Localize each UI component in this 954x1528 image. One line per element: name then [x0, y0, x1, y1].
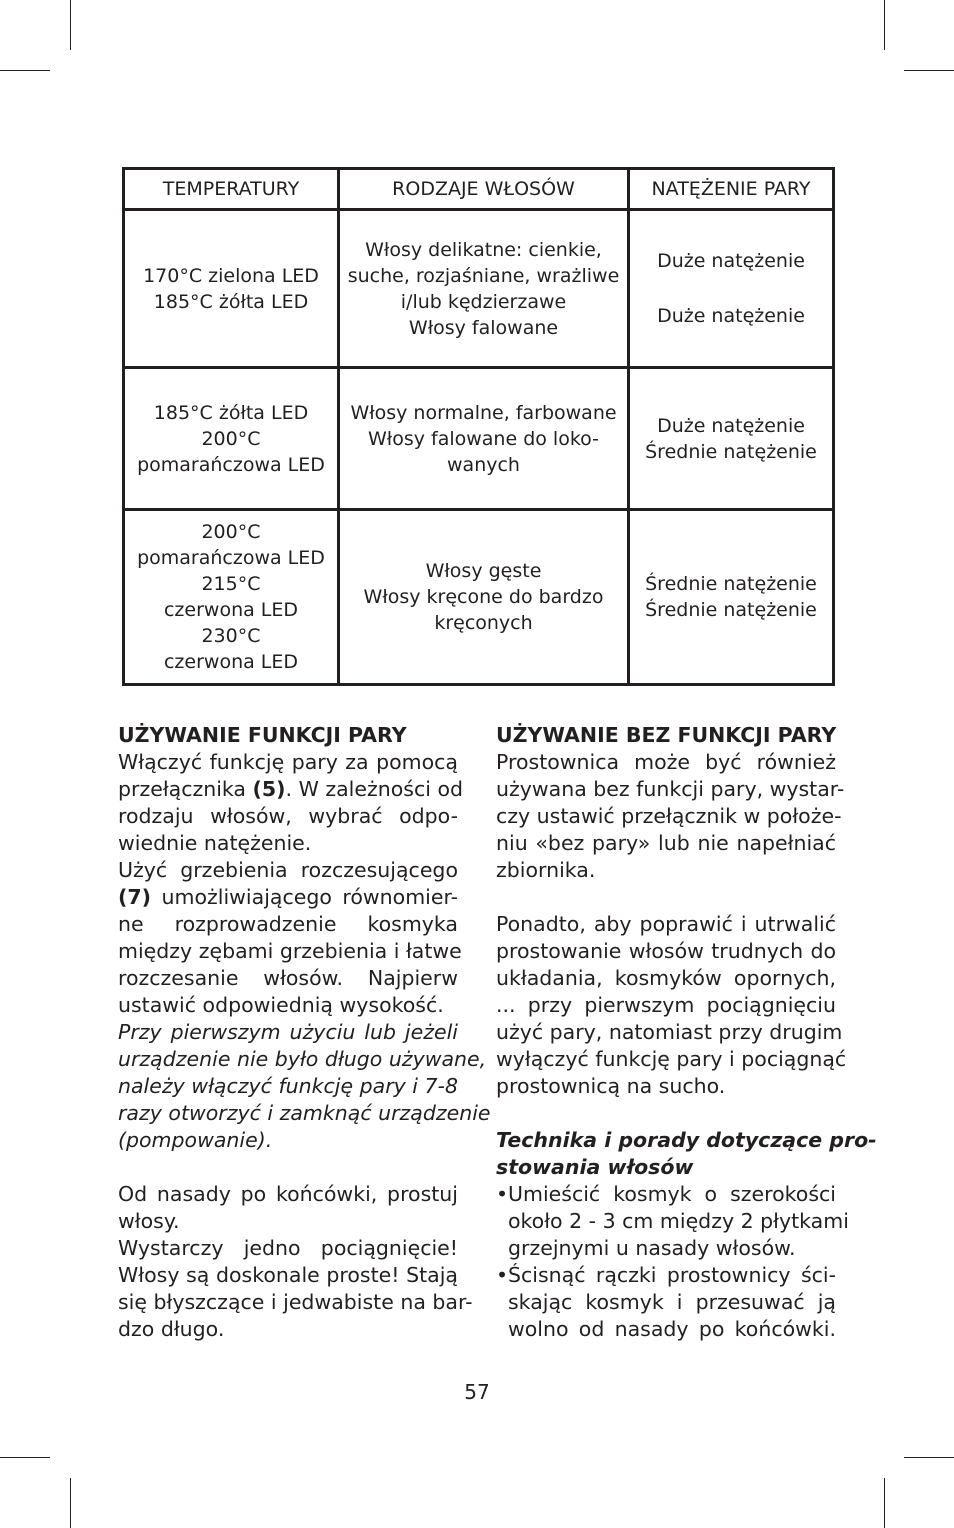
crop-mark — [884, 0, 885, 50]
crop-mark — [70, 0, 71, 50]
cell-line: czerwona LED — [163, 599, 299, 621]
text-line: około 2 - 3 cm między 2 płytkami — [508, 1209, 849, 1233]
text-line: Użyć grzebienia rozczesującego — [118, 858, 458, 882]
table-row — [124, 368, 834, 510]
cell-line: 170°C zielona LED — [143, 264, 319, 287]
text-line: używana bez funkcji pary, wystar- — [496, 777, 845, 801]
text-segment: umożliwiającego równomier- — [151, 885, 458, 909]
cell-line: i/lub kędzierzawe — [400, 290, 567, 313]
subheading-line: stowania włosów — [496, 1155, 694, 1179]
hair-types-cell — [339, 368, 629, 510]
cell-line: Średnie natężenie — [645, 440, 817, 463]
text-line: ustawić odpowiednią wysokość. — [118, 993, 444, 1017]
cell-line: pomarańczowa LED — [137, 453, 325, 476]
text-line: skając kosmyk i przesuwać ją — [508, 1290, 836, 1314]
cell-line: 215°C — [201, 573, 261, 595]
italic-note-line: Przy pierwszym użyciu lub jeżeli — [118, 1020, 458, 1044]
text-line: rodzaju włosów, wybrać odpo- — [118, 804, 458, 828]
text-line: wiednie natężenie. — [118, 831, 312, 855]
text-line: prostownicą na sucho. — [496, 1074, 726, 1098]
text-line: użyć pary, natomiast przy drugim — [496, 1020, 843, 1044]
cell-line: 200°C — [201, 427, 261, 450]
cell-line: suche, rozjaśniane, wrażliwe — [347, 264, 620, 287]
text-line: układania, kosmyków opornych, — [496, 966, 836, 990]
table-row — [124, 210, 834, 368]
crop-mark — [70, 1478, 71, 1528]
text-line: między zębami grzebienia i łatwe — [118, 939, 462, 963]
italic-note-line: (pompowanie). — [118, 1128, 273, 1152]
text-segment: . W zależności od — [285, 777, 463, 801]
text-line: ne rozprowadzenie kosmyka — [118, 912, 458, 936]
crop-mark — [904, 1457, 954, 1458]
temperatures-cell — [124, 210, 339, 368]
right-column — [496, 722, 877, 1343]
text-line: Włączyć funkcję pary za pomocą — [118, 750, 458, 774]
text-segment: przełącznika — [118, 777, 253, 801]
cell-line: Duże natężenie — [657, 414, 805, 437]
steam-cell — [629, 210, 834, 368]
text-line — [118, 884, 458, 911]
italic-note-line: należy włączyć funkcję pary i 7-8 — [118, 1074, 458, 1098]
part-reference: (5) — [252, 777, 286, 801]
text-line: Wystarczy jedno pociągnięcie! — [118, 1236, 458, 1260]
text-line: ... przy pierwszym pociągnięciu — [496, 993, 836, 1017]
text-line — [118, 776, 463, 803]
text-line: dzo długo. — [118, 1317, 225, 1341]
crop-mark — [0, 1457, 50, 1458]
table-header-row — [124, 169, 834, 210]
steam-cell — [629, 510, 834, 685]
text-line: się błyszczące i jedwabiste na bar- — [118, 1290, 473, 1314]
hair-types-cell — [339, 510, 629, 685]
page-number: 57 — [464, 1380, 490, 1404]
subheading-line: Technika i porady dotyczące pro- — [496, 1128, 877, 1152]
cell-line: Włosy kręcone do bardzo — [363, 586, 604, 608]
text-line: zbiornika. — [496, 858, 596, 882]
text-line: Włosy są doskonale proste! Stają — [118, 1263, 458, 1287]
text-line: prostowanie włosów trudnych do — [496, 939, 836, 963]
cell-line: czerwona LED — [163, 651, 299, 673]
steam-cell — [629, 368, 834, 510]
bullet-icon: • — [496, 1182, 509, 1206]
text-line: Prostownica może być również — [496, 750, 836, 774]
cell-line: Średnie natężenie — [645, 573, 817, 595]
text-line: Od nasady po końcówki, prostuj — [118, 1182, 458, 1206]
text-line: czy ustawić przełącznik w położe- — [496, 804, 842, 828]
table-row — [124, 510, 834, 685]
bullet-item — [496, 1181, 849, 1262]
section-heading: UŻYWANIE FUNKCJI PARY — [118, 723, 407, 747]
cell-line: wanych — [447, 453, 520, 476]
bullet-item — [496, 1262, 836, 1343]
cell-line: Duże natężenie — [657, 305, 805, 327]
text-line: Ponadto, aby poprawić i utrwalić — [496, 912, 836, 936]
cell-line: pomarańczowa LED — [137, 547, 325, 569]
text-line: włosy. — [118, 1209, 180, 1233]
text-line: rozczesanie włosów. Najpierw — [118, 966, 458, 990]
cell-line: Włosy falowane do loko- — [368, 427, 599, 450]
text-line: Ścisnąć rączki prostownicy ści- — [508, 1263, 836, 1287]
temperatures-cell — [124, 368, 339, 510]
crop-mark — [0, 70, 50, 71]
cell-line: kręconych — [434, 612, 533, 634]
section-heading: UŻYWANIE BEZ FUNKCJI PARY — [496, 723, 837, 747]
text-line: wolno od nasady po końcówki. — [508, 1317, 836, 1341]
cell-line: Włosy falowane — [408, 316, 559, 339]
italic-note-line: urządzenie nie było długo używane, — [118, 1047, 487, 1071]
left-column — [118, 722, 491, 1343]
cell-line: Włosy gęste — [425, 560, 542, 582]
cell-line: Średnie natężenie — [645, 599, 817, 621]
crop-mark — [904, 70, 954, 71]
text-line: wyłączyć funkcję pary i pociągnąć — [496, 1047, 847, 1071]
cell-line: Włosy normalne, farbowane — [350, 401, 617, 424]
text-line: niu «bez pary» lub nie napełniać — [496, 831, 836, 855]
part-reference: (7) — [118, 885, 152, 909]
cell-line: Włosy delikatne: cienkie, — [365, 238, 602, 261]
cell-line: 230°C — [201, 625, 261, 647]
hair-types-cell — [339, 210, 629, 368]
header-temperatures: TEMPERATURY — [124, 169, 339, 210]
crop-mark — [884, 1478, 885, 1528]
settings-table — [122, 167, 835, 686]
cell-line: 185°C żółta LED — [153, 401, 309, 424]
temperatures-cell — [124, 510, 339, 685]
cell-line: 185°C żółta LED — [153, 290, 309, 313]
text-line: grzejnymi u nasady włosów. — [508, 1236, 796, 1260]
bullet-icon: • — [496, 1263, 509, 1287]
header-steam: NATĘŻENIE PARY — [629, 169, 834, 210]
cell-line: 200°C — [201, 521, 261, 543]
text-line: Umieścić kosmyk o szerokości — [508, 1182, 836, 1206]
header-hair-types: RODZAJE WŁOSÓW — [339, 169, 629, 210]
italic-note-line: razy otworzyć i zamknąć urządzenie — [118, 1101, 491, 1125]
cell-line: Duże natężenie — [657, 250, 805, 272]
